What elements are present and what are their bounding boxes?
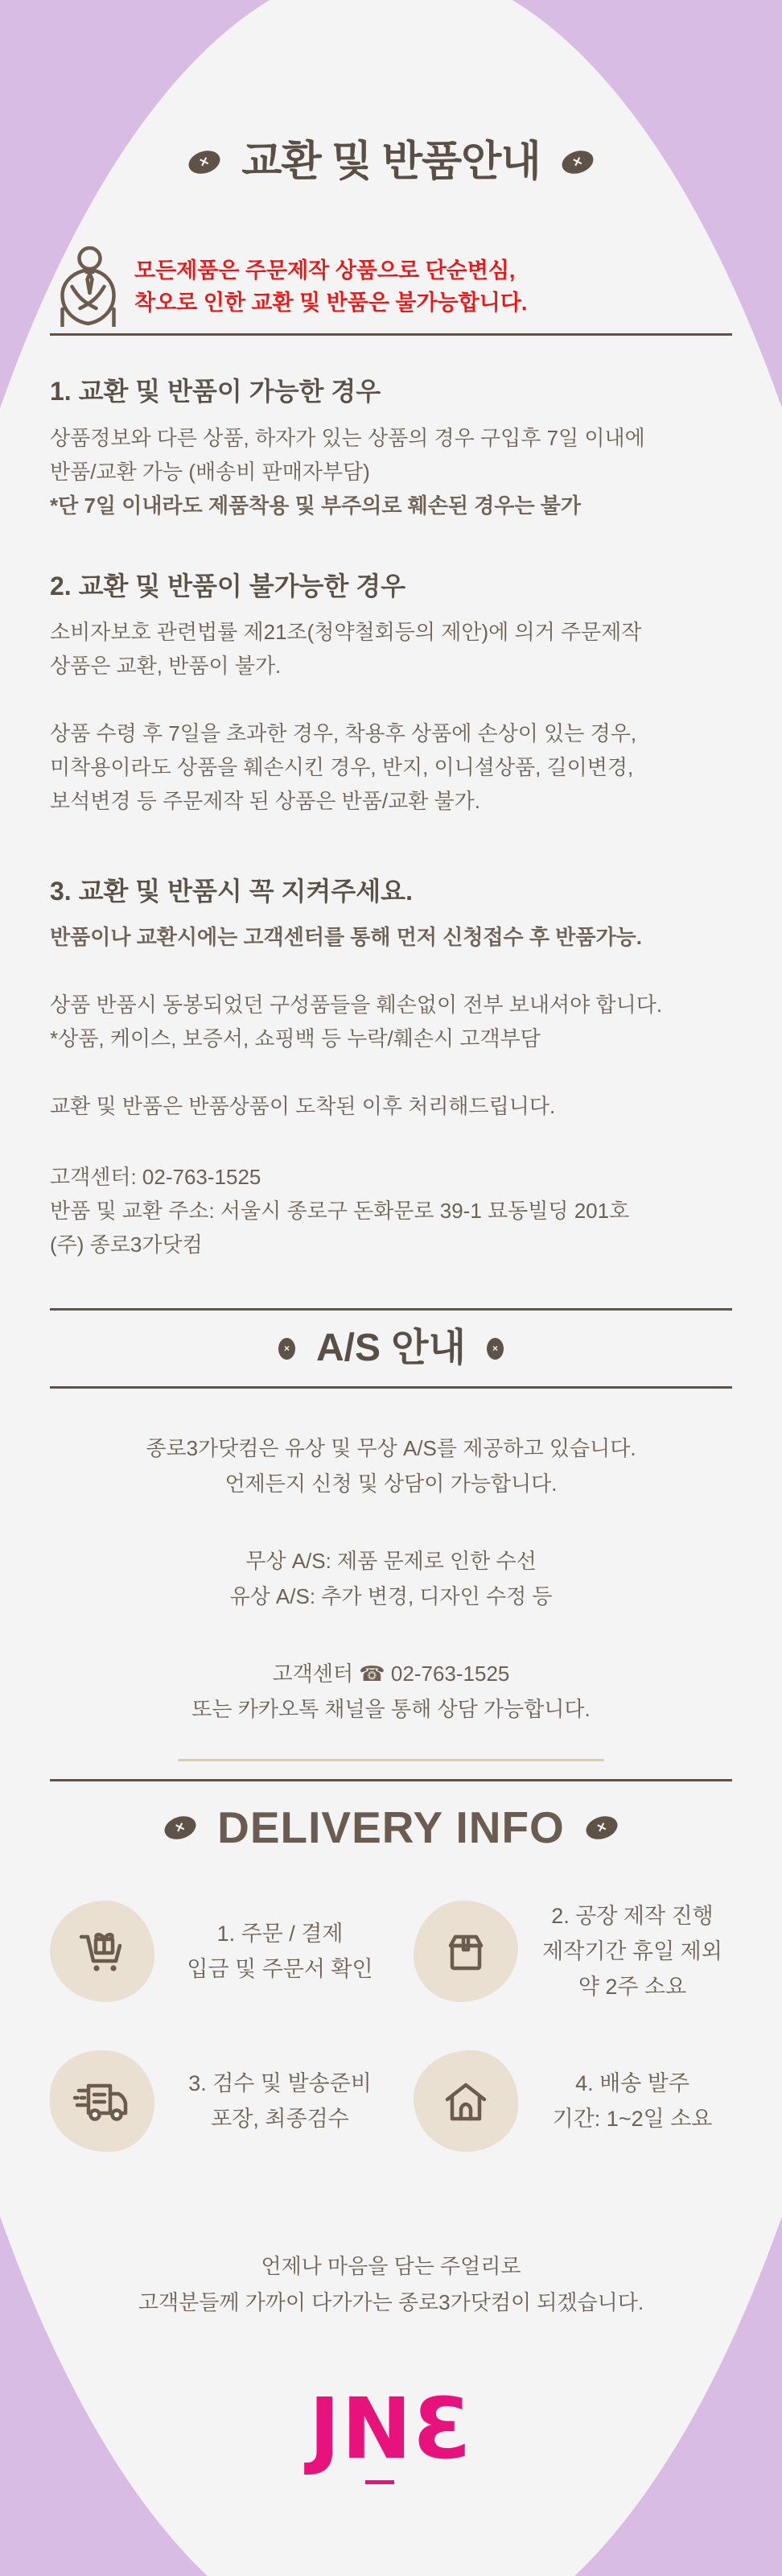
content-column: [50, 138, 732, 2484]
package-icon: [442, 1927, 490, 1975]
exchange-title-row: [50, 138, 732, 185]
logo-underline: [365, 2480, 394, 2484]
exchange-item2-body-p1: [50, 615, 732, 683]
bowing-person-icon: [50, 246, 126, 327]
contact-address: 반품 및 교환 주소: 서울시 종로구 돈화문로 39-1 묘동빌딩 201호: [50, 1199, 630, 1223]
exchange-section-title: 교환 및 반품안내: [241, 138, 541, 185]
step-line: 기간: 1~2일 소요: [552, 2107, 713, 2131]
item2-line-2: 상품은 교환, 반품이 불가.: [50, 654, 282, 678]
brand-logo-wrap: [50, 2382, 732, 2484]
as-top-divider: [50, 1308, 732, 1311]
truck-icon: [72, 2078, 132, 2124]
order-made-warning: [50, 246, 732, 327]
footer-line-2: 고객분들께 가까이 다가가는 종로3가닷컴이 되겠습니다.: [138, 2290, 644, 2314]
decorative-thin-divider: [178, 1759, 604, 1761]
delivery-step-2: [391, 1899, 732, 2004]
house-icon: [442, 2079, 490, 2123]
as-contact: [50, 1656, 732, 1727]
item3-line-4: 교환 및 반품은 반품상품이 도착된 이후 처리해드립니다.: [50, 1094, 556, 1118]
warning-line-1: 모든제품은 주문제작 상품으로 단순변심,: [134, 258, 516, 283]
step-line: 입금 및 주문서 확인: [187, 1957, 373, 1981]
delivery-step-3: [50, 2049, 391, 2153]
exchange-item3-heading: 3. 교환 및 반품시 꼭 지켜주세요.: [50, 877, 413, 906]
as-line-5: 고객센터 ☎ 02-763-1525: [272, 1662, 510, 1686]
as-section-title: A/S 안내: [315, 1327, 467, 1369]
button-stitch-icon: ×: [583, 1812, 620, 1843]
delivery-step-2-text: [533, 1898, 732, 2004]
icon-blob: [50, 1901, 154, 2002]
as-line-2: 언제든지 신청 및 상담이 가능합니다.: [224, 1472, 558, 1496]
button-stitch-icon: ×: [559, 147, 596, 177]
button-stitch-icon: ×: [162, 1812, 199, 1843]
as-line-1: 종로3가닷컴은 유상 및 무상 A/S를 제공하고 있습니다.: [146, 1436, 636, 1460]
item2-line-3: 상품 수령 후 7일을 초과한 경우, 착용후 상품에 손상이 있는 경우,: [50, 721, 637, 745]
jne-logo: JNƐ: [308, 2380, 474, 2478]
as-types: [50, 1543, 732, 1614]
icon-blob: [414, 1901, 518, 2002]
delivery-step-1: [50, 1899, 391, 2004]
delivery-step-4-text: [533, 2066, 732, 2136]
item3-line-1: 반품이나 교환시에는 고객센터를 통해 먼저 신청접수 후 반품가능.: [50, 925, 642, 949]
warning-line-2: 착오로 인한 교환 및 반품은 불가능합니다.: [134, 291, 528, 315]
item1-line-1: 상품정보와 다른 상품, 하자가 있는 상품의 경우 구입후 7일 이내에: [50, 426, 645, 450]
delivery-section-title: DELIVERY INFO: [217, 1802, 565, 1852]
delivery-step-4: [391, 2049, 732, 2153]
contact-block: [50, 1160, 732, 1261]
item2-line-1: 소비자보호 관련법률 제21조(청약철회등의 제안)에 의거 주문제작: [50, 620, 642, 644]
warning-text: [134, 254, 527, 319]
item3-line-3: *상품, 케이스, 보증서, 쇼핑백 등 누락/훼손시 고객부담: [50, 1026, 541, 1051]
delivery-step-1-text: [169, 1916, 391, 1987]
step-line: 2. 공장 제작 진행: [551, 1904, 714, 1928]
exchange-item2-heading: 2. 교환 및 반품이 불가능한 경우: [50, 572, 406, 601]
as-line-3: 무상 A/S: 제품 문제로 인한 수선: [245, 1549, 537, 1573]
contact-company: (주) 종로3가닷컴: [50, 1232, 203, 1257]
delivery-step-3-text: [169, 2066, 391, 2136]
exchange-item2-body-p2: [50, 716, 732, 818]
button-stitch-icon: ×: [186, 147, 223, 177]
footer-message: [50, 2248, 732, 2321]
step-line: 약 2주 소요: [578, 1975, 687, 1999]
as-title-row: [50, 1322, 732, 1375]
step-line: 1. 주문 / 결제: [216, 1922, 344, 1946]
section-divider: [50, 333, 732, 336]
icon-blob: [414, 2050, 518, 2152]
delivery-steps-grid: [50, 1899, 732, 2153]
delivery-top-divider: [50, 1779, 732, 1781]
contact-phone: 고객센터: 02-763-1525: [50, 1165, 261, 1189]
as-line-4: 유상 A/S: 추가 변경, 디자인 수정 등: [229, 1584, 553, 1608]
step-line: 4. 배송 발주: [575, 2071, 689, 2095]
button-stitch-icon: ×: [487, 1338, 504, 1360]
step-line: 제작기간 휴일 제외: [542, 1939, 722, 1963]
as-intro: [50, 1430, 732, 1501]
delivery-title-row: [50, 1802, 732, 1852]
cart-icon: [77, 1929, 127, 1974]
as-line-6: 또는 카카오톡 채널을 통해 상담 가능합니다.: [191, 1697, 591, 1721]
item2-line-4: 미착용이라도 상품을 훼손시킨 경우, 반지, 이니셜상품, 길이변경,: [50, 755, 634, 779]
step-line: 포장, 최종검수: [211, 2107, 349, 2131]
exchange-item3-body-p2: [50, 988, 732, 1055]
item3-line-2: 상품 반품시 동봉되었던 구성품들을 훼손없이 전부 보내셔야 합니다.: [50, 993, 663, 1017]
as-bottom-divider: [50, 1386, 732, 1389]
exchange-item1-heading: 1. 교환 및 반품이 가능한 경우: [50, 377, 381, 406]
step-line: 3. 검수 및 발송준비: [188, 2071, 372, 2095]
icon-blob: [50, 2050, 154, 2152]
exchange-item1-body: [50, 421, 732, 522]
item1-line-2: 반품/교환 가능 (배송비 판매자부담): [50, 460, 370, 484]
item1-line-3: *단 7일 이내라도 제품착용 및 부주의로 훼손된 경우는 불가: [50, 493, 582, 518]
button-stitch-icon: ×: [278, 1338, 295, 1360]
item2-line-5: 보석변경 등 주문제작 된 상품은 반품/교환 불가.: [50, 789, 480, 813]
footer-line-1: 언제나 마음을 담는 주얼리로: [261, 2254, 521, 2278]
